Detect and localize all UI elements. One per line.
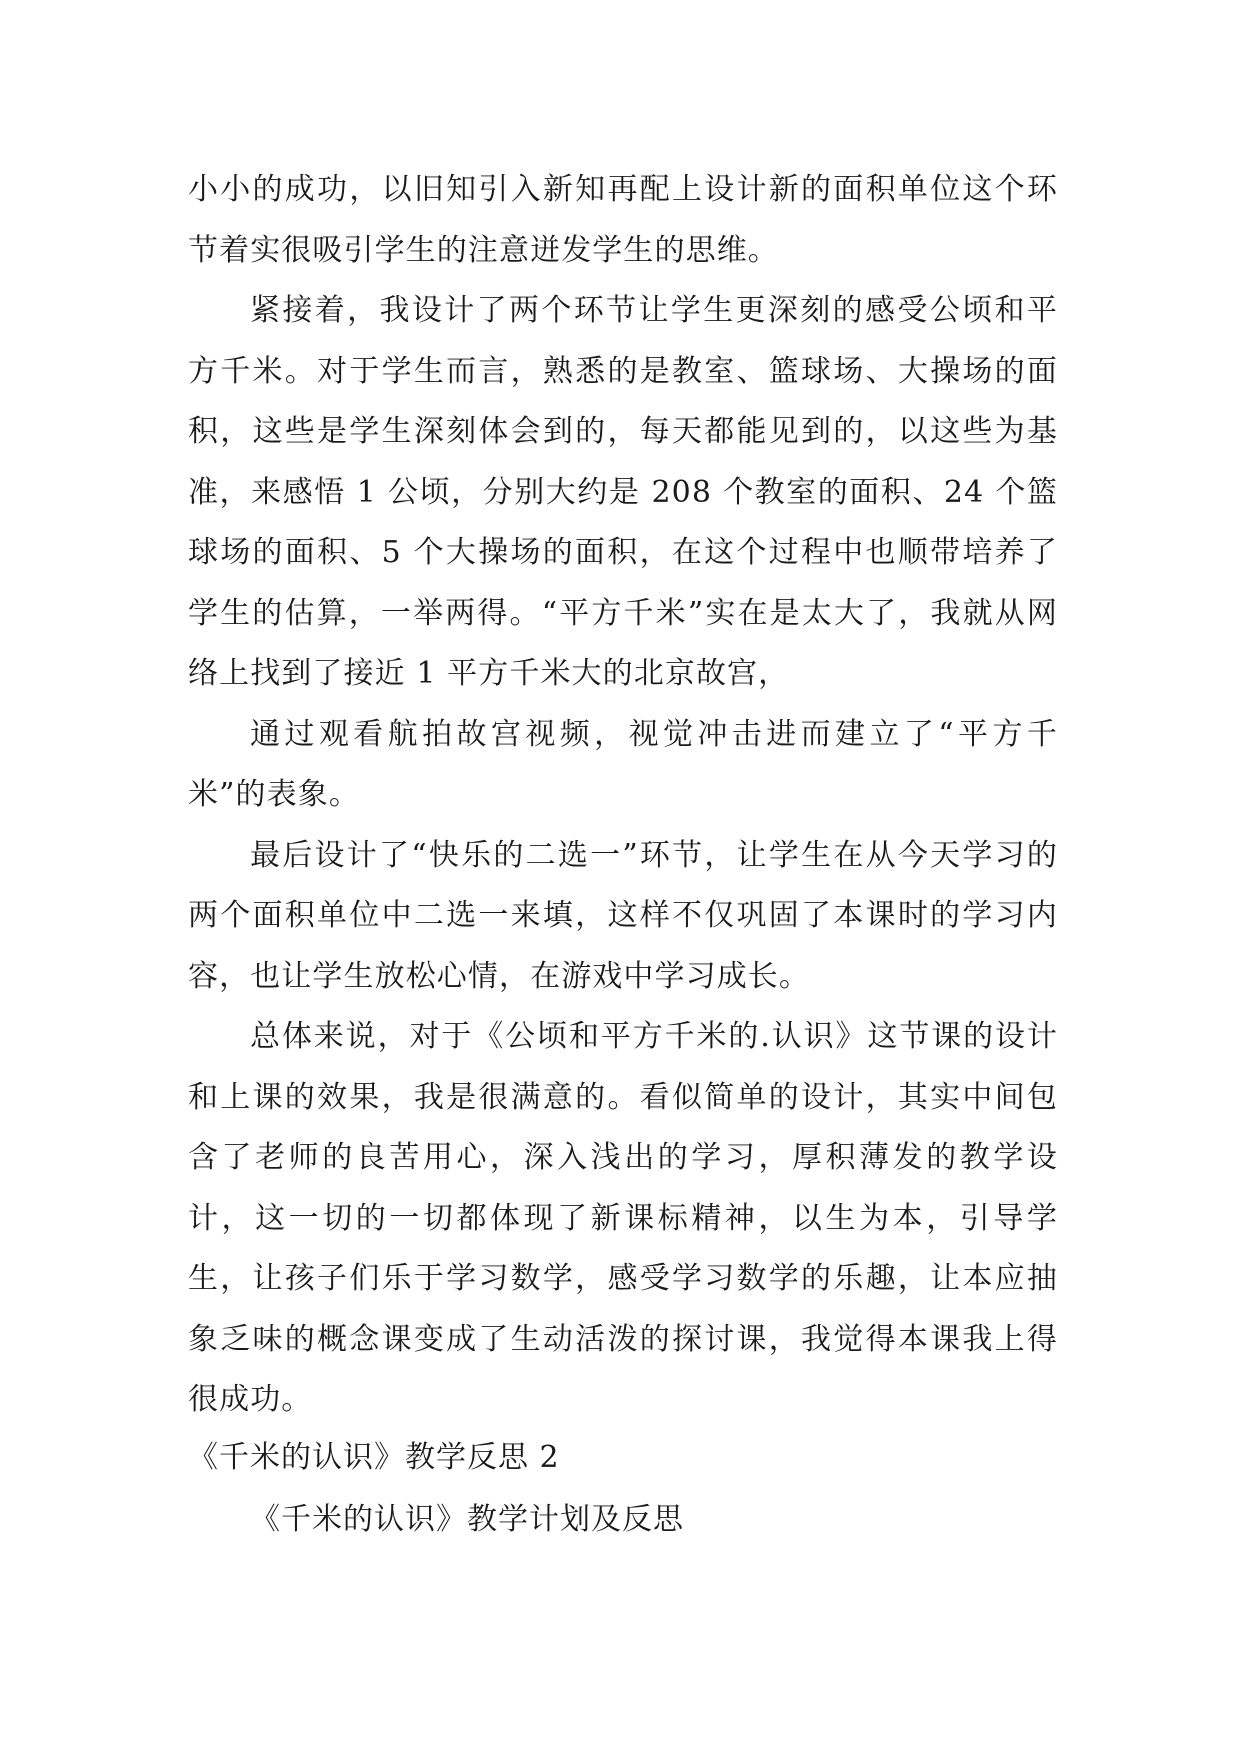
paragraph-feeling-units: 紧接着，我设计了两个环节让学生更深刻的感受公顷和平方千米。对于学生而言，熟悉的是教室、篮球场、大操场的面积，这些是学生深刻体会到的，每天都能见到的，以这些为基准，来感悟 1 公顷，分别大约是 208 个教室的面积、24 个篮球场的面积、5 个大操场的面积，在这个过程中也顺带培养了学生的估算，一举两得。“平方千米”实在是太大了，我就从网络上找到了接近 1 平方千米大的北京故宫， — [188, 293, 1058, 691]
section-subheading: 《千米的认识》教学计划及反思 — [250, 1502, 684, 1537]
paragraph-aerial-video: 通过观看航拍故宫视频，视觉冲击进而建立了“平方千米”的表象。 — [188, 716, 1058, 812]
paragraph-continuation: 小小的成功，以旧知引入新知再配上设计新的面积单位这个环节着实很吸引学生的注意迸发学生的思维。 — [188, 172, 1058, 268]
paragraph-summary: 总体来说，对于《公顷和平方千米的.认识》这节课的设计和上课的效果，我是很满意的。看似简单的设计，其实中间包含了老师的良苦用心，深入浅出的学习，厚积薄发的教学设计，这一切的一切都体现了新课标精神，以生为本，引导学生，让孩子们乐于学习数学，感受学习数学的乐趣，让本应抽象乏味的概念课变成了生动活泼的探讨课，我觉得本课我上得很成功。 — [188, 1019, 1058, 1417]
paragraph-choose-one: 最后设计了“快乐的二选一”环节，让学生在从今天学习的两个面积单位中二选一来填，这样不仅巩固了本课时的学习内容，也让学生放松心情，在游戏中学习成长。 — [188, 837, 1058, 994]
body-text — [188, 160, 1058, 1431]
section-heading: 《千米的认识》教学反思 2 — [188, 1440, 560, 1475]
